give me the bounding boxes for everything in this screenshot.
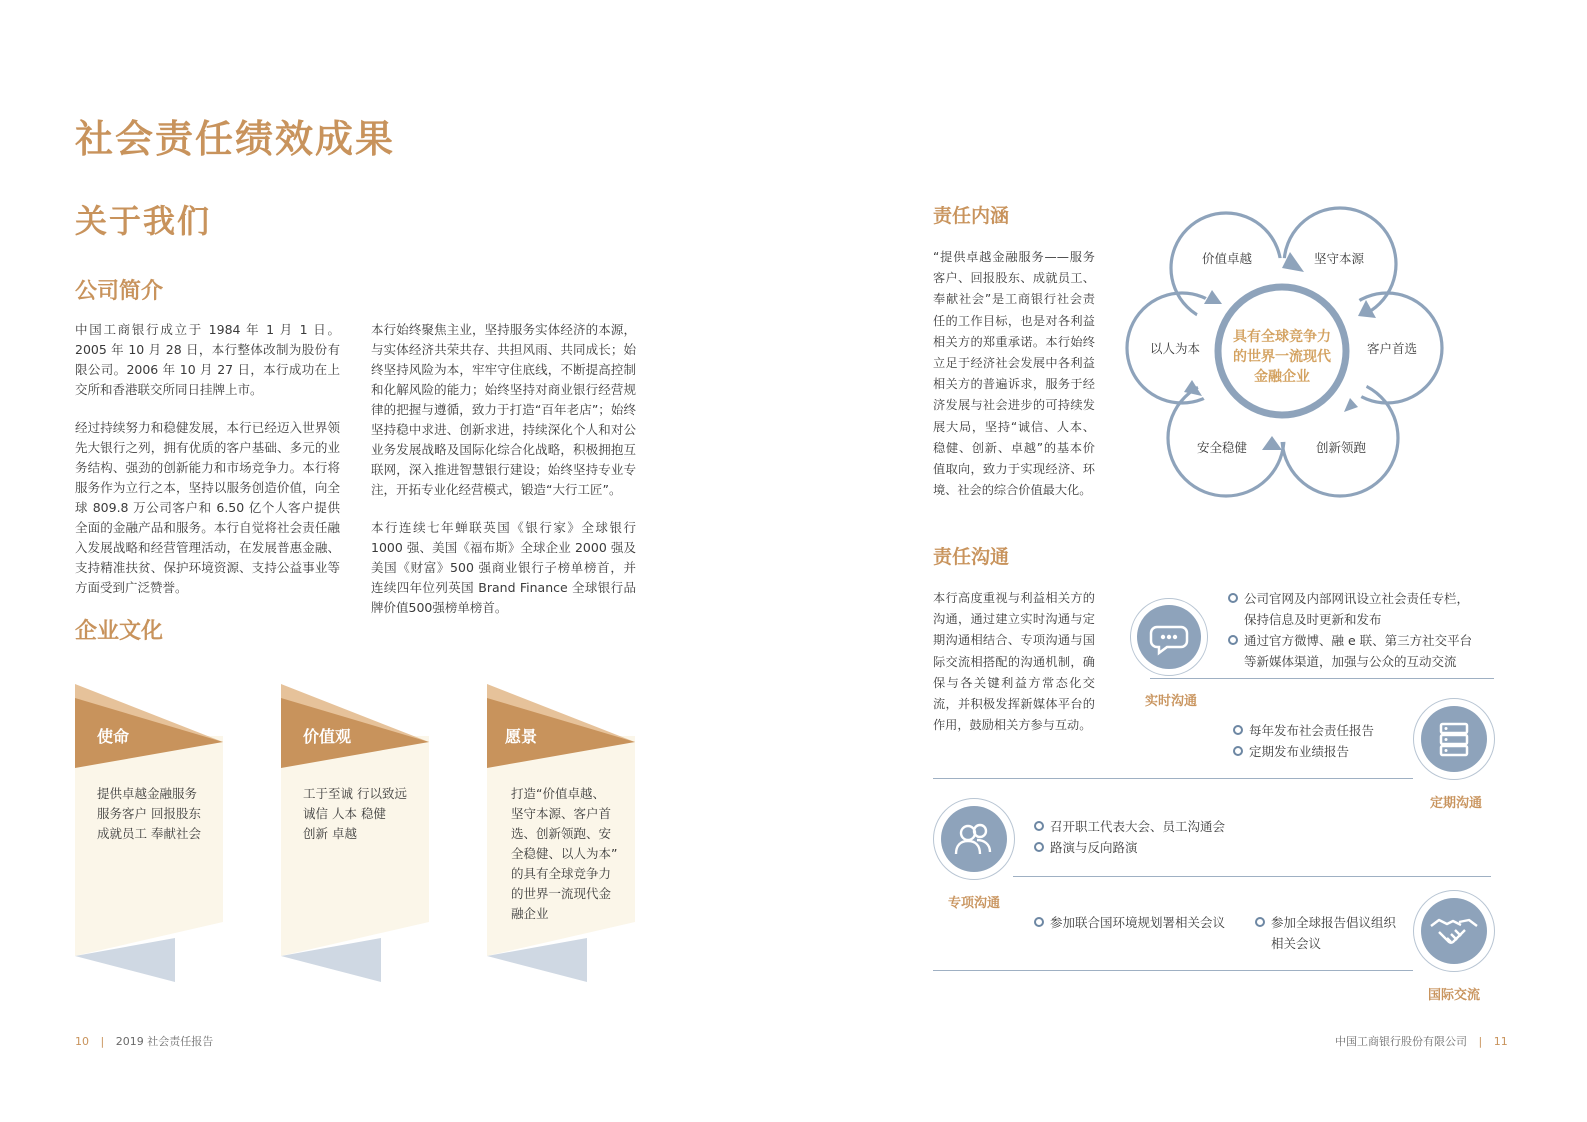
list-item: 参加联合国环境规划署相关会议 xyxy=(1034,912,1234,933)
intro-paragraph: 本行始终聚焦主业，坚持服务实体经济的本源，与实体经济共荣共存、共担风雨、共同成长；始终坚持风险为本，牢牢守住底线，不断提高控制和化解风险的能力；始终坚持对商业银行经营规律的把握与遵循，致力于打造“百年老店”；始终坚持稳中求进、创新求进，持续深化个人和对公业务发展战略及国际化综合化战略，积极拥抱互联网，深入推进智慧银行建设；始终坚持专业专注，开拓专业化经营模式，锻造“大行工匠”。 xyxy=(371,322,636,497)
footer-right xyxy=(1335,1033,1508,1049)
international-item-1 xyxy=(1034,912,1234,933)
international-label: 国际交流 xyxy=(1428,988,1481,1003)
page-number: 11 xyxy=(1493,1035,1508,1048)
culture-card-text: 工于至诚 行以致远 诚信 人本 稳健 创新 卓越 xyxy=(303,786,407,841)
culture-card-mission xyxy=(75,684,225,984)
special-label: 专项沟通 xyxy=(948,896,1001,911)
section-title-about-us: 关于我们 xyxy=(75,202,212,240)
culture-card-text: 打造“价值卓越、 坚守本源、客户首 选、创新领跑、安 全稳健、以人为本” 的具有全球竞争力 的世界一流现代金 融企业 xyxy=(511,786,618,921)
divider-line xyxy=(933,778,1413,779)
culture-card-label: 愿景 xyxy=(505,727,538,746)
intro-paragraph: 本行连续七年蝉联英国《银行家》全球银行 1000 强、美国《福布斯》全球企业 2000 强及美国《财富》500 强商业银行子榜单榜首，并连续四年位列英国 Brand Finance 全球银行品牌价值500强榜单榜首。 xyxy=(371,520,636,615)
petal-label: 以人为本 xyxy=(1149,341,1200,356)
special-items xyxy=(1034,816,1274,858)
petal-label: 创新领跑 xyxy=(1315,440,1366,455)
list-item: 召开职工代表大会、员工沟通会 xyxy=(1034,816,1274,837)
list-item: 通过官方微博、融 e 联、第三方社交平台等新媒体渠道，加强与公众的互动交流 xyxy=(1228,630,1478,672)
list-item: 参加全球报告倡议组织相关会议 xyxy=(1255,912,1405,954)
footer-company-name: 中国工商银行股份有限公司 xyxy=(1335,1035,1467,1048)
intro-paragraph: 经过持续努力和稳健发展，本行已经迈入世界领先大银行之列，拥有优质的客户基础、多元的业务结构、强劲的创新能力和市场竞争力。本行将服务作为立行之本，坚持以服务创造价值，向全球 809.8 万公司客户和 6.50 亿个人客户提供全面的金融产品和服务。本行自觉将社会责任融入发展战略和经营管理活动，在发展普惠金融、支持精准扶贫、保护环境资源、支持公益事业等方面受到广泛赞誉。 xyxy=(75,420,340,595)
list-item: 每年发布社会责任报告 xyxy=(1233,720,1433,741)
list-item: 路演与反向路演 xyxy=(1034,837,1274,858)
intro-paragraph: 中国工商银行成立于 1984 年 1 月 1 日。2005 年 10 月 28 日，本行整体改制为股份有限公司。2006 年 10 月 27 日，本行成功在上交所和香港联交所同日挂牌上市。 xyxy=(75,322,340,397)
divider-line xyxy=(933,970,1413,971)
responsibility-text: “提供卓越金融服务——服务客户、回报股东、成就员工、奉献社会”是工商银行社会责任的工作目标，也是对各利益相关方的郑重承诺。本行始终立足于经济社会发展中各利益相关方的普遍诉求，服务于经济发展与社会进步的可持续发展大局，坚持“诚信、人本、稳健、创新、卓越”的基本价值取向，致力于实现经济、环境、社会的综合价值最大化。 xyxy=(933,250,1095,498)
realtime-items xyxy=(1228,588,1478,672)
footer-report-title: 2019 社会责任报告 xyxy=(115,1035,214,1048)
realtime-label: 实时沟通 xyxy=(1145,694,1198,709)
international-icon-ring xyxy=(1413,890,1495,972)
company-intro-title: 公司简介 xyxy=(75,279,164,304)
communication-text: 本行高度重视与利益相关方的沟通，通过建立实时沟通与定期沟通相结合、专项沟通与国际交流相搭配的沟通机制，确保与各关键利益方常态化交流，并积极发挥新媒体平台的作用，鼓励相关方参与互动。 xyxy=(933,591,1095,733)
culture-title: 企业文化 xyxy=(75,619,164,644)
regular-items xyxy=(1233,720,1433,762)
petal-label: 坚守本源 xyxy=(1313,251,1364,266)
realtime-icon-ring xyxy=(1130,598,1208,676)
regular-icon-ring xyxy=(1413,698,1495,780)
culture-card-values xyxy=(281,684,431,984)
regular-label: 定期沟通 xyxy=(1430,796,1483,811)
petal-label: 价值卓越 xyxy=(1201,251,1252,266)
international-item-2 xyxy=(1255,912,1405,954)
page-number: 10 xyxy=(75,1035,89,1048)
page-main-title: 社会责任绩效成果 xyxy=(75,117,396,161)
special-icon-ring xyxy=(933,798,1015,880)
divider-line xyxy=(1013,876,1491,877)
responsibility-title: 责任内涵 xyxy=(933,205,1010,227)
list-item: 定期发布业绩报告 xyxy=(1233,741,1433,762)
footer-left xyxy=(75,1033,213,1049)
flower-center-text: 具有全球竞争力 的世界一流现代 金融企业 xyxy=(1233,329,1331,385)
footer-divider: | xyxy=(1478,1035,1483,1048)
chat-bubble-icon xyxy=(1137,605,1201,669)
culture-card-vision xyxy=(487,684,637,984)
culture-card-label: 价值观 xyxy=(303,727,352,746)
list-item: 公司官网及内部网讯设立社会责任专栏，保持信息及时更新和发布 xyxy=(1228,588,1478,630)
culture-card-text: 提供卓越金融服务 服务客户 回报股东 成就员工 奉献社会 xyxy=(97,786,201,841)
responsibility-flower-diagram xyxy=(1122,200,1452,505)
culture-card-label: 使命 xyxy=(97,727,130,746)
people-icon xyxy=(941,806,1007,872)
footer-divider: | xyxy=(100,1035,105,1048)
handshake-icon xyxy=(1421,898,1487,964)
divider-line xyxy=(1150,678,1494,679)
company-intro-col2 xyxy=(371,320,636,636)
server-icon xyxy=(1421,706,1487,772)
petal-label: 安全稳健 xyxy=(1196,440,1247,455)
company-intro-col1 xyxy=(75,320,340,616)
petal-label: 客户首选 xyxy=(1366,341,1417,356)
communication-title: 责任沟通 xyxy=(933,546,1010,568)
